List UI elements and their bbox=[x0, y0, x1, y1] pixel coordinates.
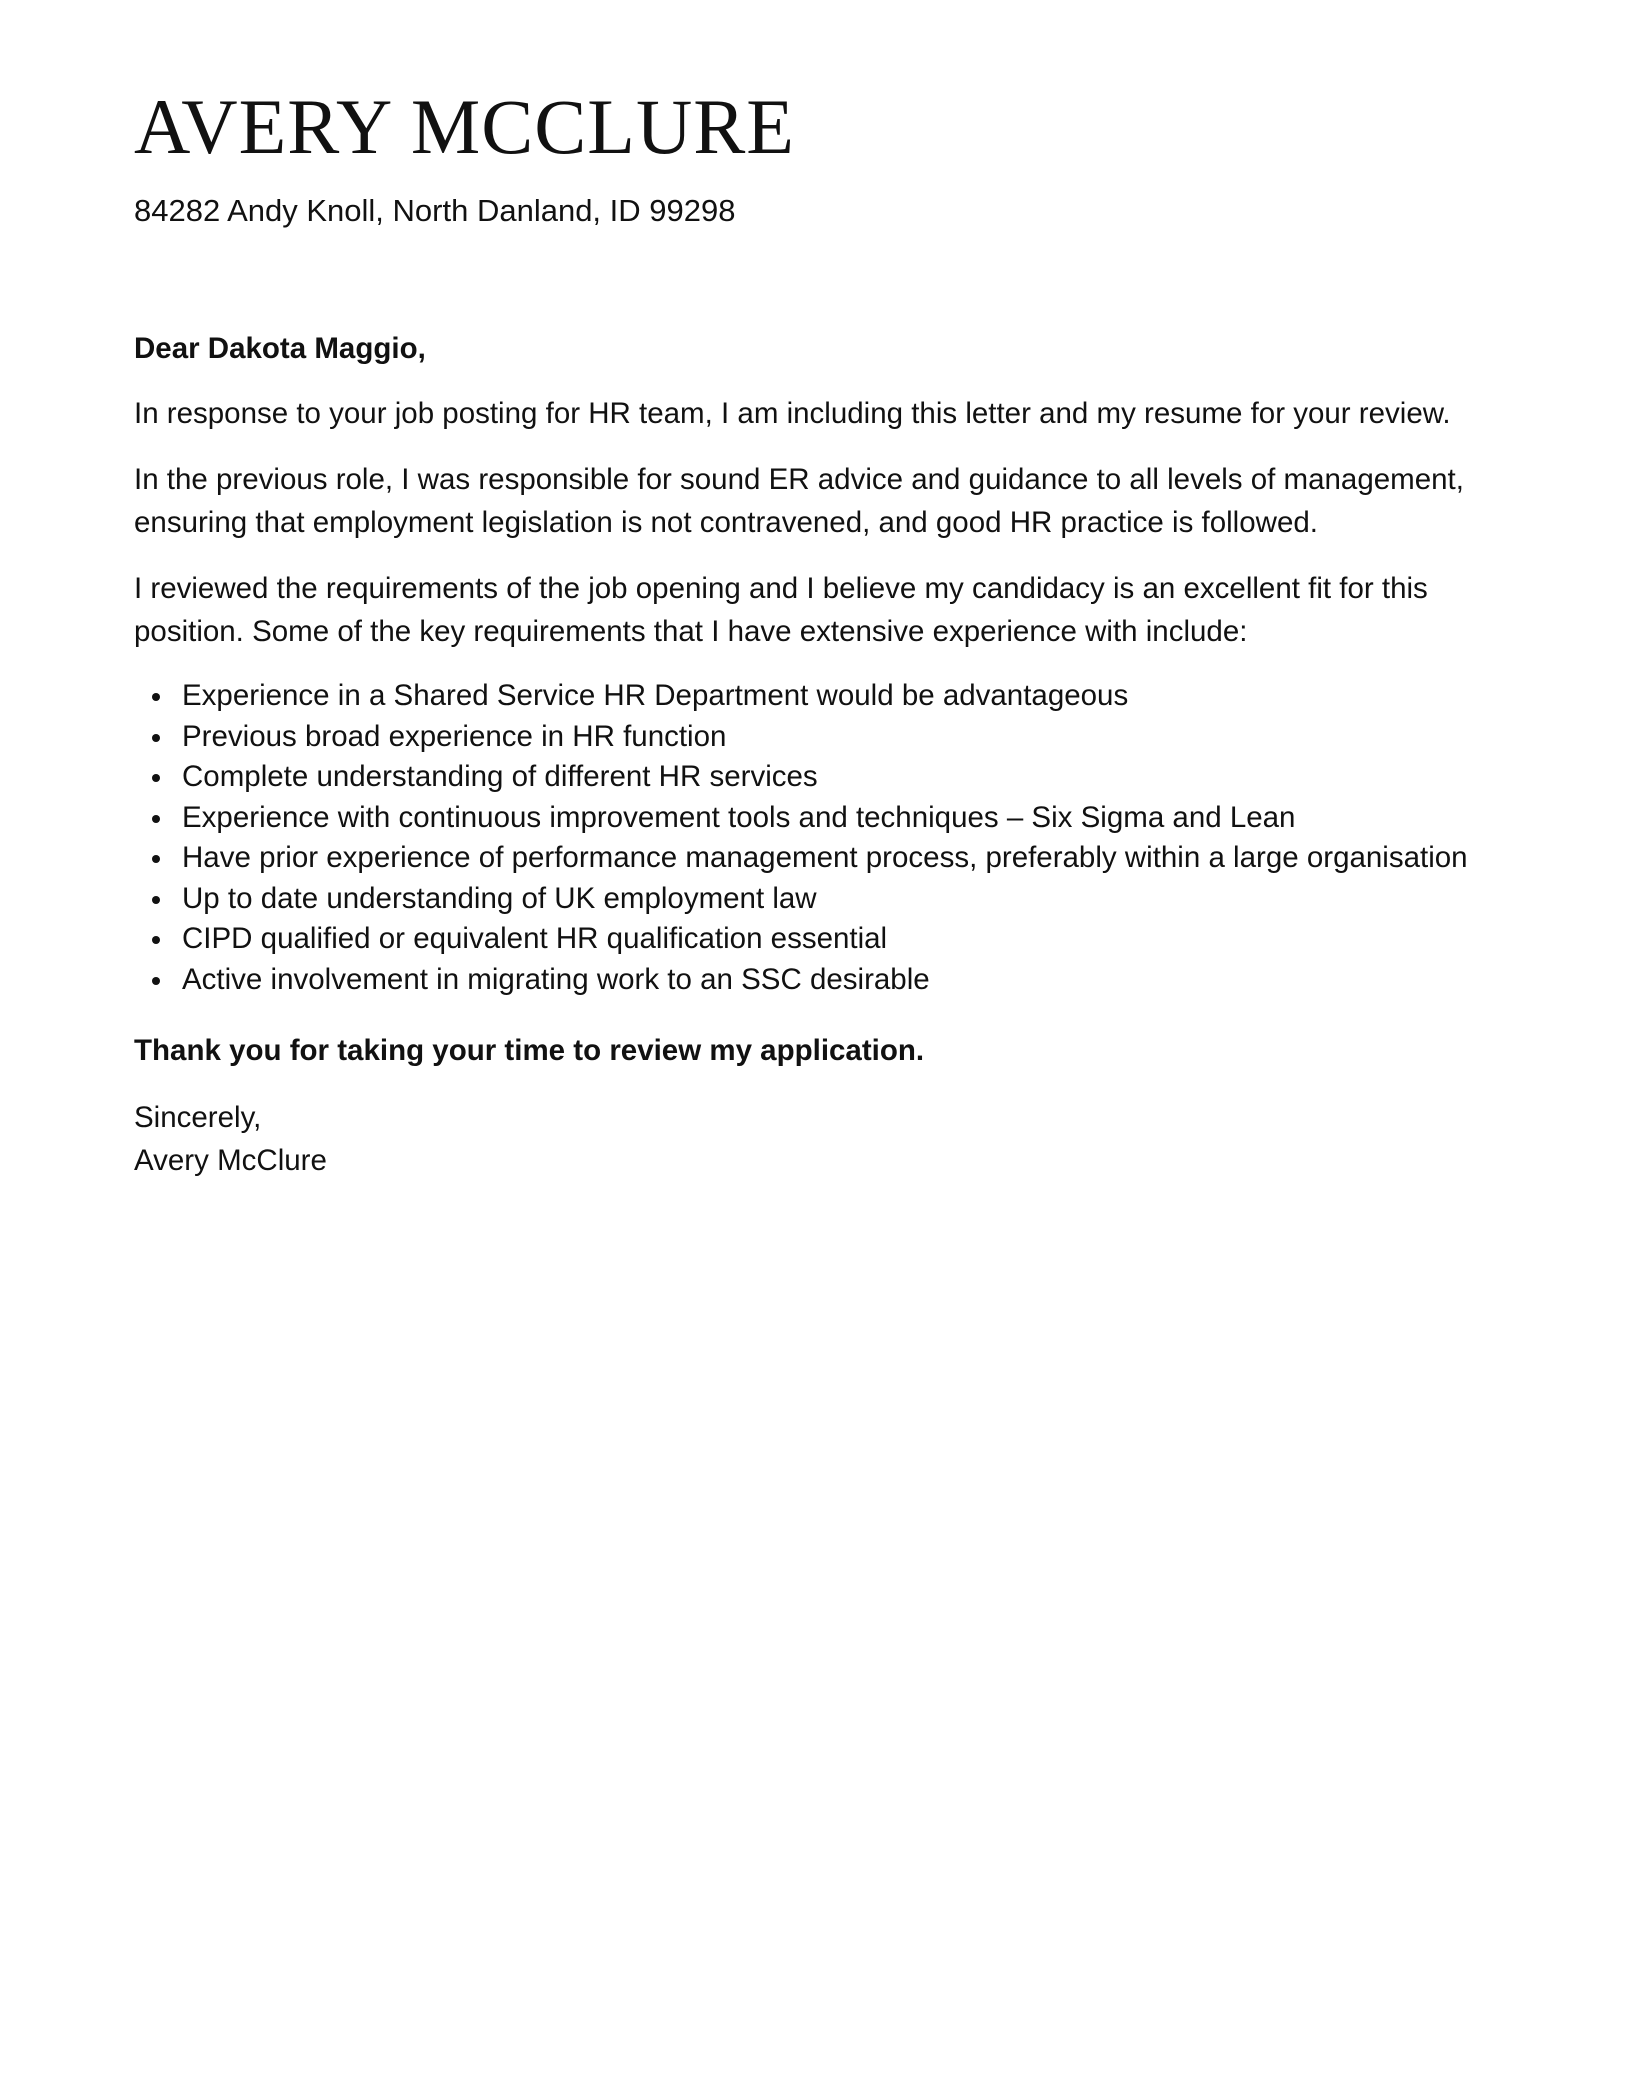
applicant-address: 84282 Andy Knoll, North Danland, ID 99298 bbox=[134, 193, 736, 228]
cover-letter-page bbox=[134, 83, 1474, 1182]
list-item: Up to date understanding of UK employment law bbox=[134, 879, 1474, 920]
paragraph-intro: In response to your job posting for HR team, I am including this letter and my resume for your review. bbox=[134, 397, 1451, 431]
list-item: Experience in a Shared Service HR Department would be advantageous bbox=[134, 676, 1474, 717]
list-item: CIPD qualified or equivalent HR qualification essential bbox=[134, 919, 1474, 960]
list-item: Active involvement in migrating work to an SSC desirable bbox=[134, 960, 1474, 1001]
list-item: Complete understanding of different HR services bbox=[134, 757, 1474, 798]
signature-name: Avery McClure bbox=[134, 1144, 327, 1178]
closing-line: Thank you for taking your time to review my application. bbox=[134, 1034, 925, 1068]
list-item: Experience with continuous improvement tools and techniques – Six Sigma and Lean bbox=[134, 798, 1474, 839]
paragraph-previous-role: In the previous role, I was responsible for sound ER advice and guidance to all levels of management, ensuring that employment legislation is not contravened, and good HR practice is followed. bbox=[134, 463, 1464, 540]
signoff: Sincerely, bbox=[134, 1101, 262, 1135]
requirements-list bbox=[134, 676, 1474, 1000]
paragraph-requirements-intro: I reviewed the requirements of the job opening and I believe my candidacy is an excellent fit for this position. Some of the key requirements that I have extensive experience with include: bbox=[134, 572, 1428, 649]
letter-body bbox=[134, 327, 1474, 1182]
list-item: Previous broad experience in HR function bbox=[134, 717, 1474, 758]
list-item: Have prior experience of performance management process, preferably within a large organisation bbox=[134, 838, 1474, 879]
salutation: Dear Dakota Maggio, bbox=[134, 332, 426, 366]
applicant-name: AVERY MCCLURE bbox=[134, 83, 795, 170]
